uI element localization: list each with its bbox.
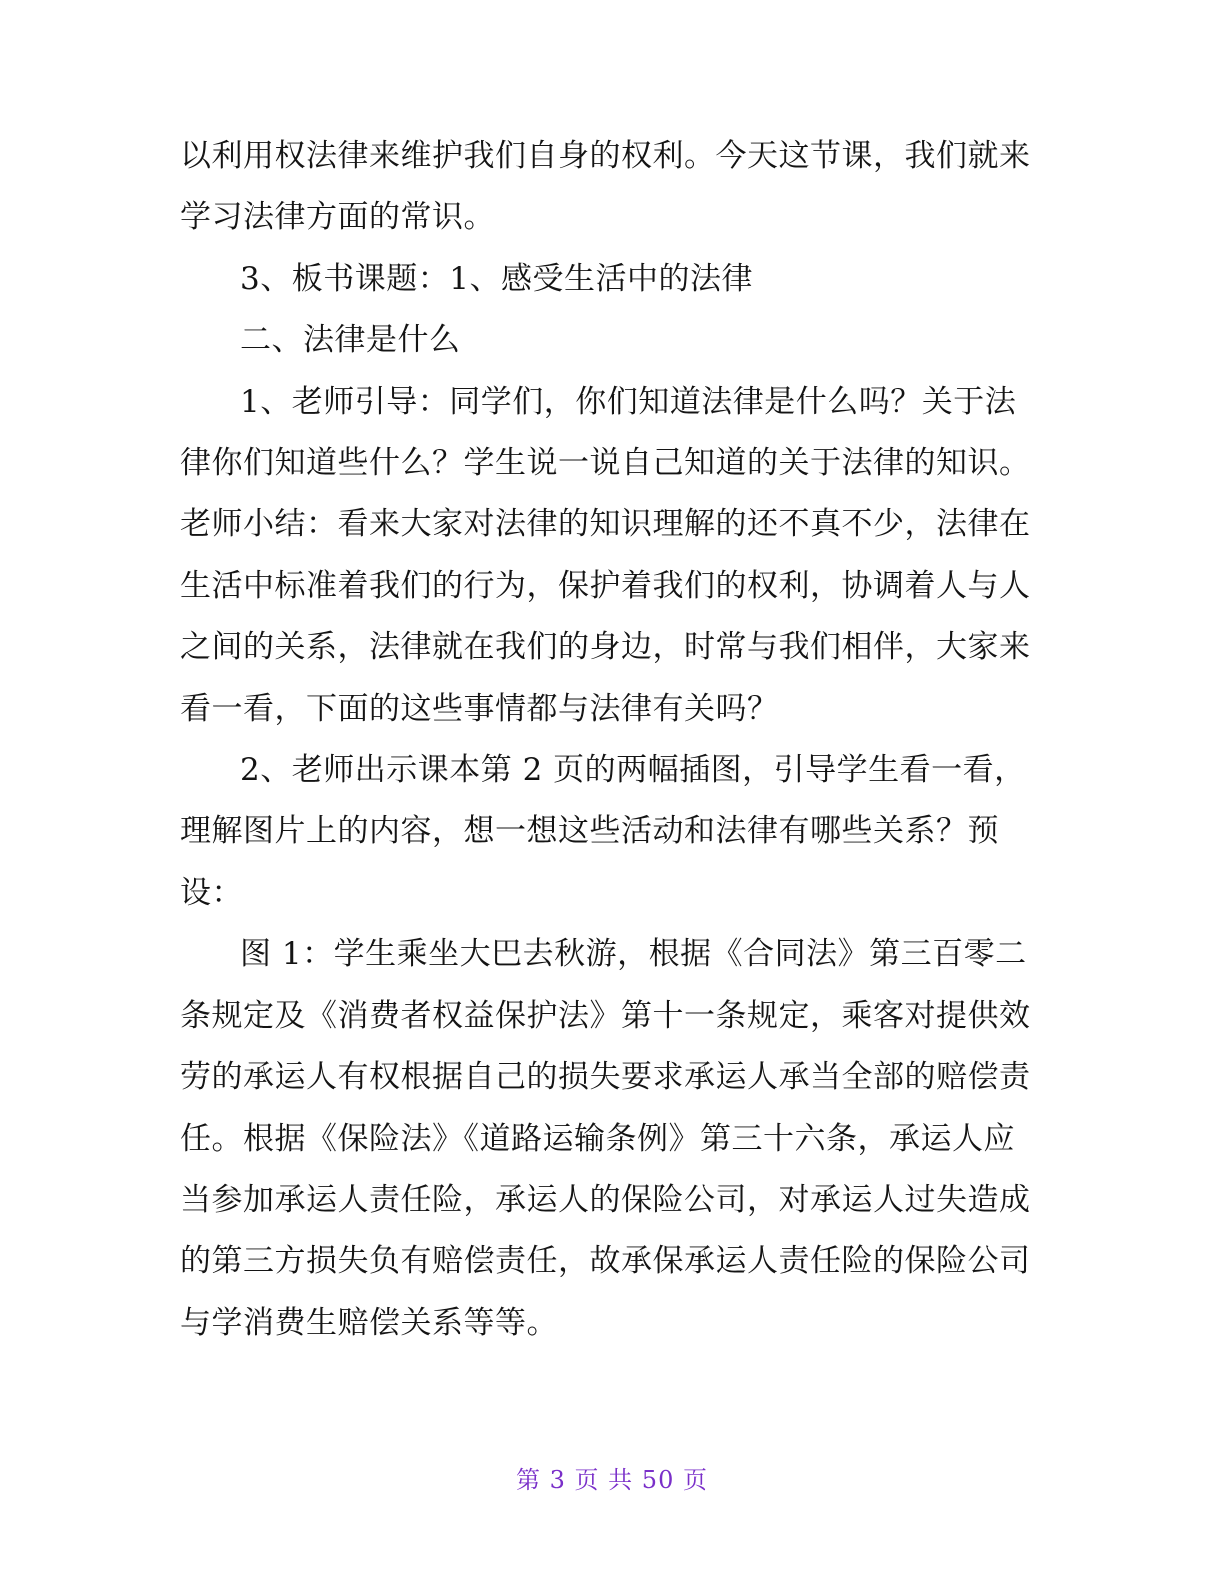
text-line: 1、老师引导：同学们，你们知道法律是什么吗？关于法 (240, 383, 1017, 420)
document-body (180, 126, 1040, 1354)
text-line: 的第三方损失负有赔偿责任，故承保承运人责任险的保险公司 (180, 1243, 1031, 1280)
text-line: 看一看，下面的这些事情都与法律有关吗？ (180, 690, 779, 727)
text-line: 二、法律是什么 (240, 322, 461, 359)
paragraph-figure-one (180, 924, 1040, 1354)
text-line: 当参加承运人责任险，承运人的保险公司，对承运人过失造成 (180, 1181, 1031, 1218)
text-line: 老师小结：看来大家对法律的知识理解的还不真不少，法律在 (180, 506, 1031, 543)
text-line: 生活中标准着我们的行为，保护着我们的权利，协调着人与人 (180, 567, 1031, 604)
paragraph-teacher-guide (180, 372, 1040, 740)
text-line: 之间的关系，法律就在我们的身边，时常与我们相伴，大家来 (180, 629, 1031, 666)
page-number-label: 第 3 页 共 50 页 (516, 1466, 708, 1494)
paragraph-board-title (180, 249, 1040, 310)
text-line: 设： (180, 874, 243, 911)
text-line: 2、老师出示课本第 2 页的两幅插图，引导学生看一看， (240, 752, 1026, 789)
text-line: 与学消费生赔偿关系等等。 (180, 1304, 558, 1341)
text-line: 条规定及《消费者权益保护法》第十一条规定，乘客对提供效 (180, 997, 1031, 1034)
text-line: 理解图片上的内容，想一想这些活动和法律有哪些关系？预 (180, 813, 999, 850)
text-line: 以利用权法律来维护我们自身的权利。今天这节课，我们就来 (180, 138, 1031, 174)
text-line: 3、板书课题：1、感受生活中的法律 (240, 260, 753, 297)
text-line: 学习法律方面的常识。 (180, 199, 495, 236)
text-line: 律你们知道些什么？学生说一说自己知道的关于法律的知识。 (180, 445, 1031, 482)
section-heading-what-is-law (180, 310, 1040, 371)
text-line: 任。根据《保险法》《道路运输条例》第三十六条，承运人应 (180, 1120, 1015, 1157)
page-footer (0, 1463, 1224, 1497)
paragraph-continuation (180, 126, 1040, 249)
paragraph-textbook-images (180, 740, 1040, 924)
text-line: 图 1：学生乘坐大巴去秋游，根据《合同法》第三百零二 (240, 936, 1027, 973)
text-line: 劳的承运人有权根据自己的损失要求承运人承当全部的赔偿责 (180, 1059, 1031, 1096)
